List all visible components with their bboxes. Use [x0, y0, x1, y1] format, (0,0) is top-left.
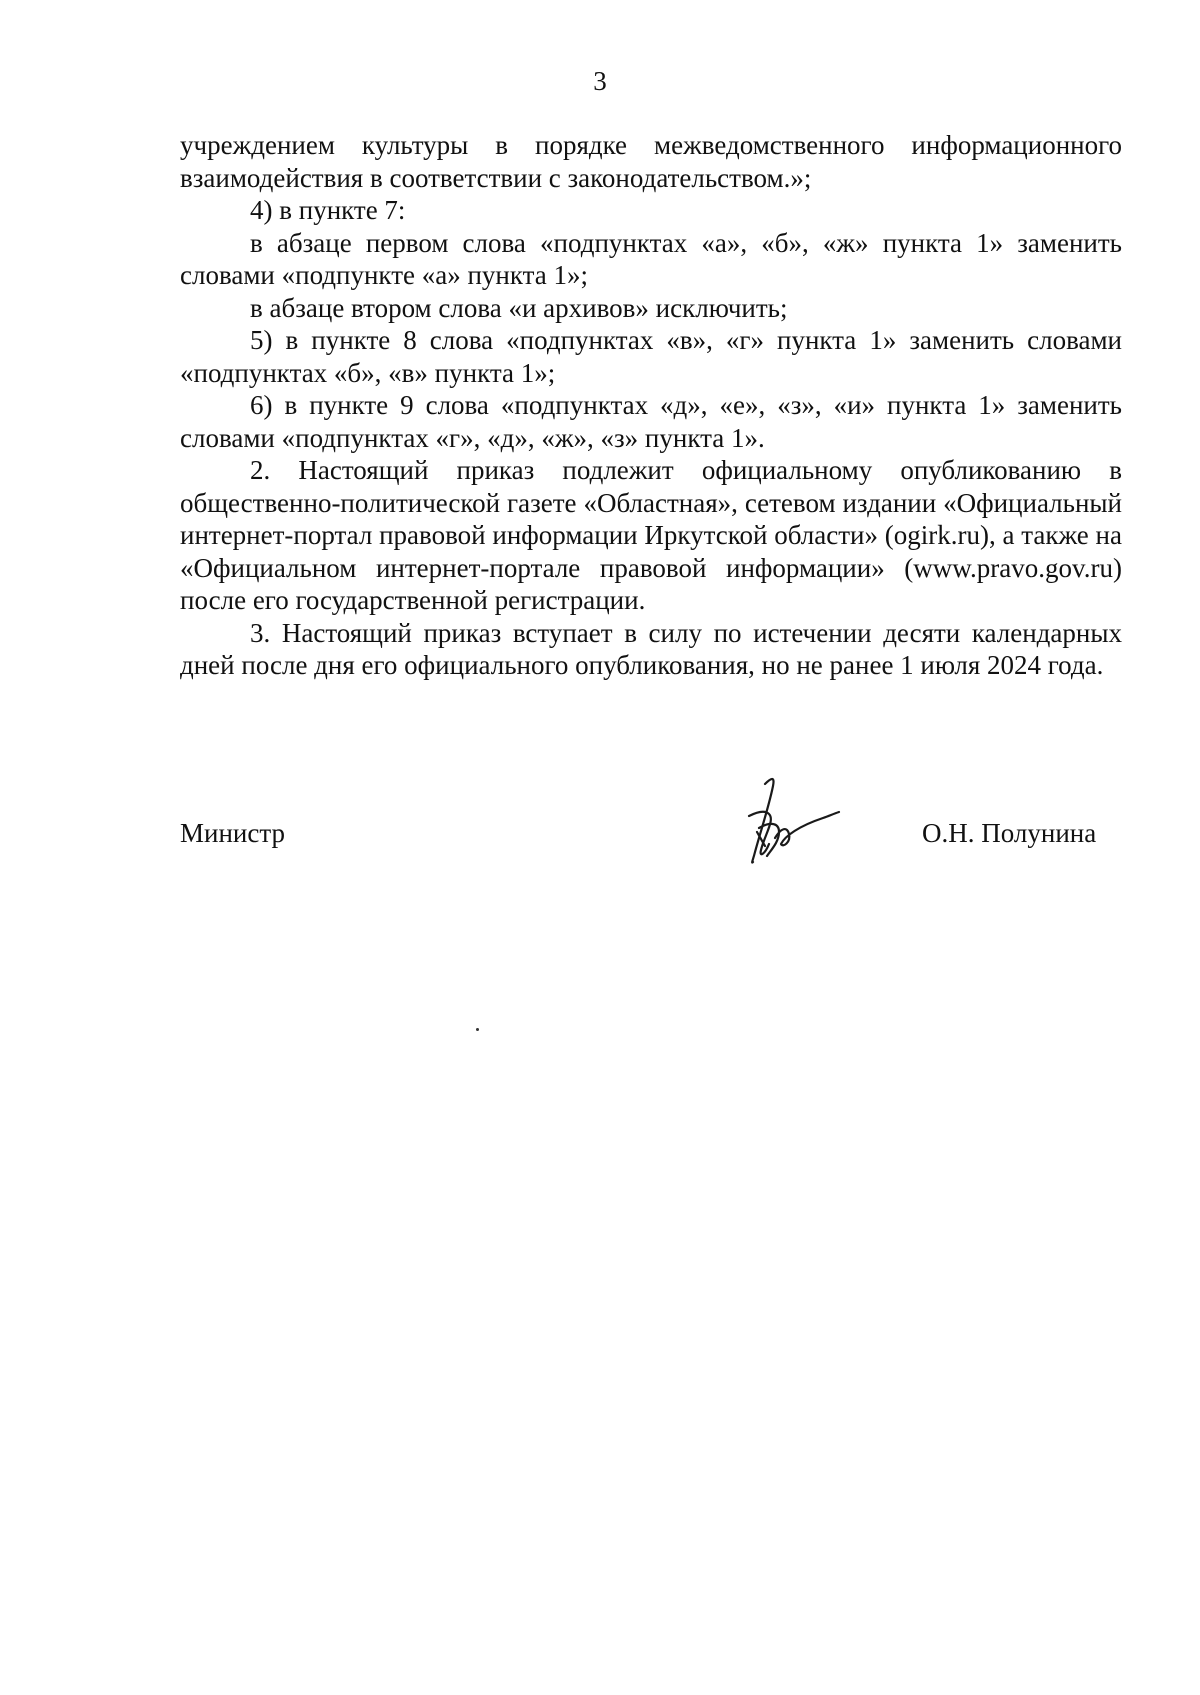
paragraph-item-4-first-abzac: в абзаце первом слова «подпунктах «а», «б», «ж» пункта 1» заменить словами «подпункте «а» пункта 1»;: [180, 227, 1122, 290]
paragraph-section-3: 3. Настоящий приказ вступает в силу по истечении десяти календарных дней после дня его официального опубликования, но не ранее 1 июля 2024 года.: [180, 617, 1122, 680]
signatory-name: О.Н. Полунина: [922, 818, 1097, 848]
scan-speck: [476, 1028, 479, 1031]
signatory-title: Министр: [180, 818, 285, 848]
handwritten-signature: [735, 772, 845, 872]
page-number: 3: [593, 66, 607, 96]
paragraph-item-5: 5) в пункте 8 слова «подпунктах «в», «г» пункта 1» заменить словами «подпунктах «б», «в» пункта 1»;: [180, 325, 1122, 388]
paragraph-item-6: 6) в пункте 9 слова «подпунктах «д», «е», «з», «и» пункта 1» заменить словами «подпунктах «г», «д», «ж», «з» пункта 1».: [180, 390, 1122, 453]
paragraph-continuation: учреждением культуры в порядке межведомственного информационного взаимодействия в соответствии с законодательством.»;: [180, 130, 1122, 193]
paragraph-item-4: 4) в пункте 7:: [250, 195, 406, 225]
document-body: [180, 129, 1122, 682]
paragraph-item-4-second-abzac: в абзаце втором слова «и архивов» исключить;: [250, 292, 788, 323]
paragraph-section-2: 2. Настоящий приказ подлежит официальному опубликованию в общественно-политической газете «Областная», сетевом издании «Официальный интернет-портал правовой информации Иркутской области» (ogirk.ru), а также на «Официальном интернет-портале правовой информации» (www.pravo.gov.ru) после его государственной регистрации.: [180, 455, 1122, 615]
